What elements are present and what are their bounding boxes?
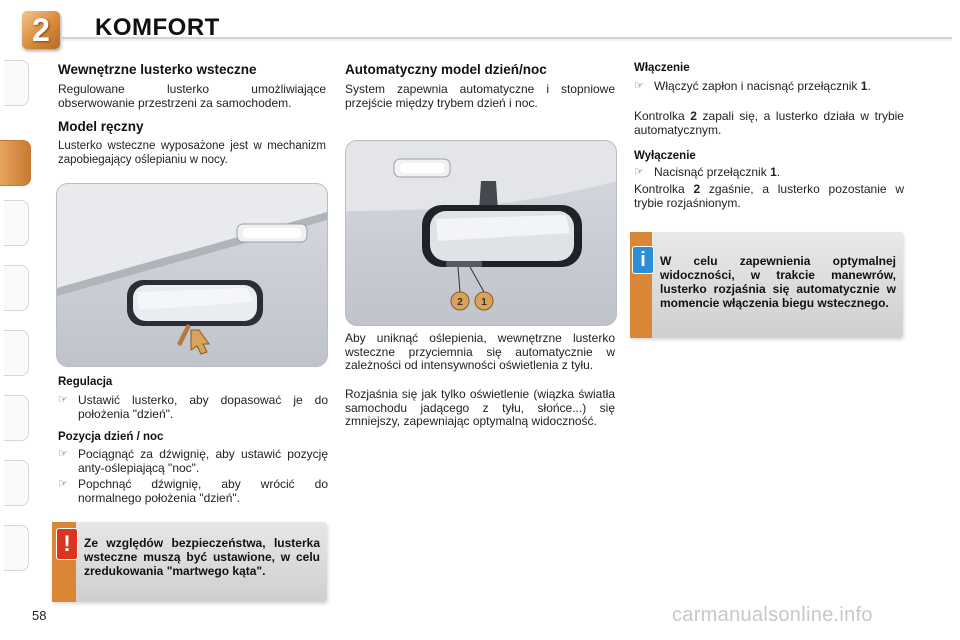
manual-model-description: Lusterko wsteczne wyposażone jest w mechanizm zapobiegający oślepianiu w nocy. [58,140,326,166]
switch-on-bullet [634,80,904,108]
chapter-tabs [0,60,34,580]
manual-mirror-drawing [57,184,327,366]
day-night-bullet-1 [58,448,328,476]
watermark: carmanualsonline.info [672,604,873,626]
switch-on-bullet-text: Włączyć zapłon i nacisnąć przełącznik 1. [654,79,871,93]
auto-model-para-1: Aby uniknąć oślepienia, wewnętrzne lusterko wsteczne przyciemnia się automatycznie w zależności od intensywności oświetlenia z tyłu. [345,331,615,372]
exclamation-icon: ! [56,528,78,560]
chapter-tab-6[interactable] [4,395,29,441]
chapter-tab-8[interactable] [4,525,29,571]
page-number: 58 [32,608,47,623]
day-night-bullet-1-text: Pociągnąć za dźwignię, aby ustawić pozycję anty-oślepiającą "noc". [78,447,328,475]
chapter-tab-4[interactable] [4,265,29,311]
warning-text: Ze względów bezpieczeństwa, lusterka wsteczne muszą być ustawione, w celu zredukowania "martwego kąta". [84,536,320,578]
label-1: 1 [481,297,487,308]
pointing-hand-icon: ☞ [58,478,68,490]
chapter-tab-3[interactable] [4,200,29,246]
chapter-tab-1[interactable] [4,60,29,106]
chapter-tab-2-active[interactable] [0,140,31,186]
regulation-bullet-text: Ustawić lusterko, aby dopasować je do położenia "dzień". [78,393,328,421]
day-night-bullet-2 [58,478,328,506]
chapter-tab-7[interactable] [4,460,29,506]
day-night-title: Pozycja dzień / noc [58,431,164,443]
chapter-title: KOMFORT [95,14,220,41]
auto-model-intro: System zapewnia automatyczne i stopniowe przejście między trybem dzień i noc. [345,82,615,110]
switch-off-bullet-text: Nacisnąć przełącznik 1. [654,165,781,179]
page-header [0,0,960,48]
regulation-bullet [58,394,328,422]
section-title-auto-model: Automatyczny model dzień/noc [345,62,547,77]
switch-off-paragraph: Kontrolka 2 zgaśnie, a lusterko pozostanie w trybie rozjaśnionym. [634,182,904,210]
pointing-hand-icon: ☞ [634,166,644,178]
inner-mirror-description: Regulowane lusterko umożliwiające obserwowanie przestrzeni za samochodem. [58,82,326,110]
pointing-hand-icon: ☞ [634,80,644,92]
switch-on-title: Włączenie [634,62,690,74]
auto-model-para-2: Rozjaśnia się jak tylko oświetlenie (wiązka światła samochodu jadącego z tyłu, słońce...) się zmniejszy, zapewniając optymalną widoczność. [345,387,615,428]
label-2: 2 [457,297,463,308]
manual-mirror-illustration [56,183,328,367]
switch-off-title: Wyłączenie [634,150,696,162]
auto-mirror-illustration [345,140,617,326]
chapter-tab-5[interactable] [4,330,29,376]
safety-warning-box [52,522,327,602]
section-title-manual-model: Model ręczny [58,119,144,134]
reverse-gear-info-box [630,232,903,338]
info-text: W celu zapewnienia optymalnej widoczności, w trakcie manewrów, lusterko rozjaśnia się automatycznie w momencie włączenia biegu wstecznego. [660,254,896,310]
switch-on-paragraph: Kontrolka 2 zapali się, a lusterko działa w trybie automatycznym. [634,109,904,137]
regulation-title: Regulacja [58,376,113,388]
pointing-hand-icon: ☞ [58,448,68,460]
pointing-hand-icon: ☞ [58,394,68,406]
auto-mirror-drawing [346,141,616,325]
day-night-bullet-2-text: Popchnąć dźwignię, aby wrócić do normalnego położenia "dzień". [78,477,328,505]
info-icon: i [632,246,654,274]
chapter-number-badge: 2 [22,11,60,49]
section-title-inner-mirror: Wewnętrzne lusterko wsteczne [58,62,257,77]
switch-off-bullet [634,166,904,180]
